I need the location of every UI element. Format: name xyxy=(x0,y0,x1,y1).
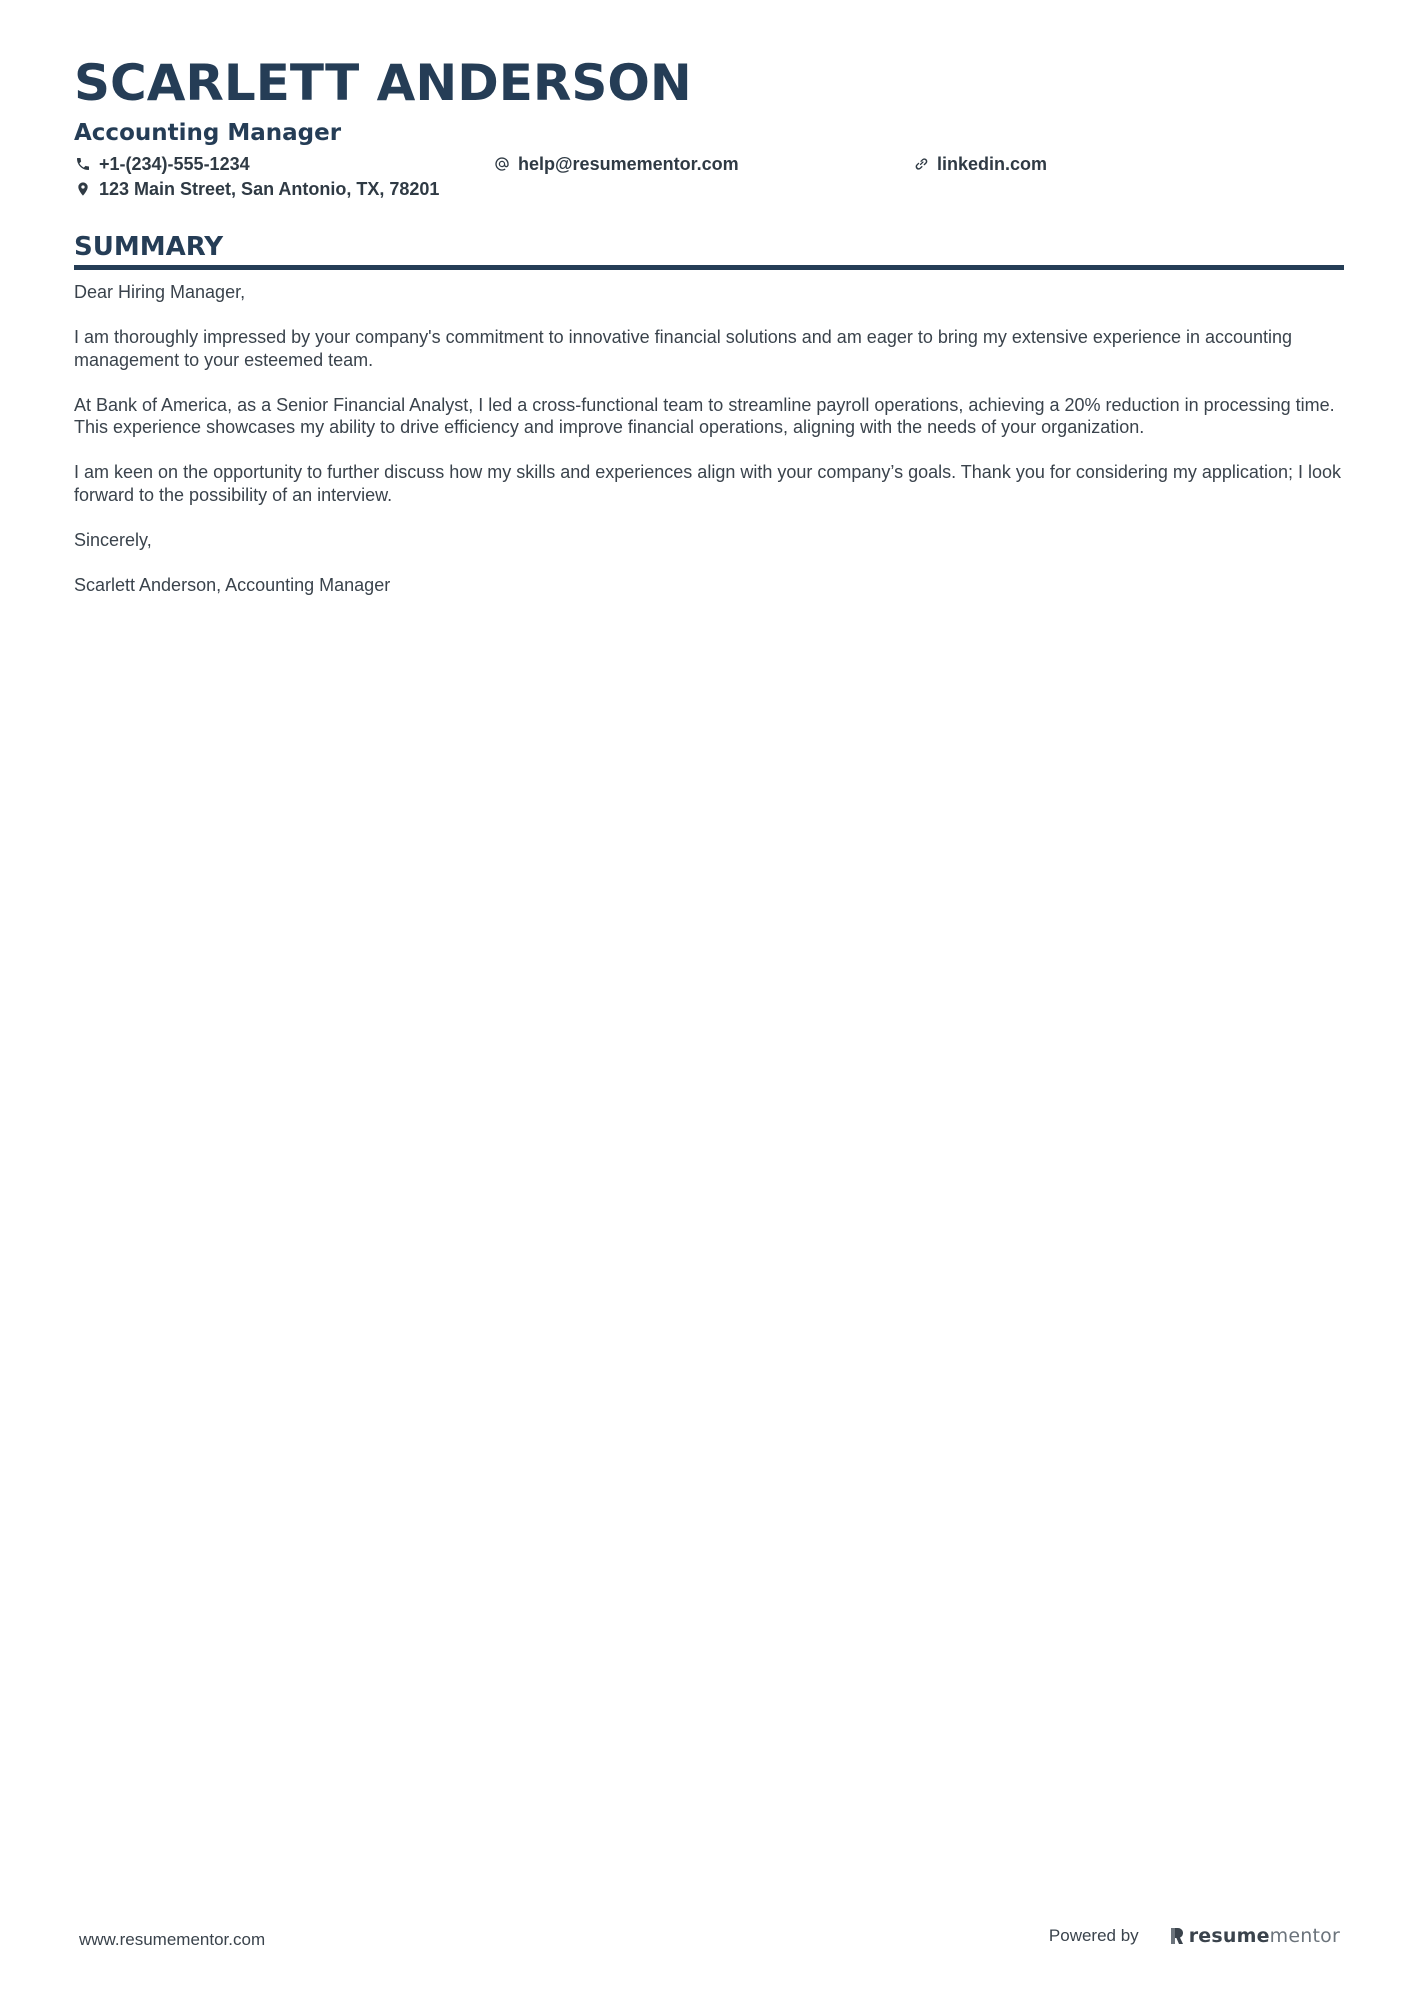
phone-icon xyxy=(74,155,92,173)
footer-branding xyxy=(1049,1925,1340,1947)
location-pin-icon xyxy=(74,180,92,198)
powered-by-label: Powered by xyxy=(1048,1926,1139,1945)
contact-phone-text[interactable]: +1-(234)-555-1234 xyxy=(99,153,250,174)
brand-wordmark-bold: resume xyxy=(1188,1925,1270,1947)
brand-wordmark xyxy=(1189,1925,1340,1947)
contact-link-text[interactable]: linkedin.com xyxy=(937,153,1048,174)
letter-paragraph: I am thoroughly impressed by your company's commitment to innovative financial solutions and am eager to bring my extensive experience in accounting management to your esteemed team. xyxy=(74,327,1293,370)
closing: Sincerely, xyxy=(74,529,152,550)
contact-link xyxy=(912,153,1047,175)
link-icon xyxy=(912,155,930,173)
contact-email-text[interactable]: help@resumementor.com xyxy=(518,153,739,174)
contact-email xyxy=(493,153,739,175)
letter-paragraph: At Bank of America, as a Senior Financial Analyst, I led a cross-functional team to streamline payroll operations, achieving a 20% reduction in processing time. This experience showcases my ability to drive efficiency and improve financial operations, aligning with the needs of your organization. xyxy=(74,394,1335,437)
brand-mark-icon xyxy=(1169,1926,1185,1946)
footer-website[interactable]: www.resumementor.com xyxy=(79,1930,266,1949)
letter-paragraph: I am keen on the opportunity to further discuss how my skills and experiences align with your company’s goals. Thank you for considering my application; I look forward to the possibility of an interview. xyxy=(74,462,1341,505)
salutation: Dear Hiring Manager, xyxy=(74,282,246,302)
applicant-name: SCARLETT ANDERSON xyxy=(74,54,692,112)
signature: Scarlett Anderson, Accounting Manager xyxy=(74,574,391,595)
brand-wordmark-light: mentor xyxy=(1269,1925,1340,1947)
summary-heading: SUMMARY xyxy=(74,232,224,262)
contact-phone xyxy=(74,153,250,175)
letter-body xyxy=(74,281,1344,619)
contact-address-text: 123 Main Street, San Antonio, TX, 78201 xyxy=(99,178,440,199)
contact-address xyxy=(74,178,439,200)
cover-letter-page xyxy=(74,0,1344,1995)
section-divider xyxy=(74,265,1344,270)
at-icon xyxy=(493,155,511,173)
applicant-job-title: Accounting Manager xyxy=(74,120,342,146)
resumementor-logo[interactable] xyxy=(1169,1925,1340,1947)
